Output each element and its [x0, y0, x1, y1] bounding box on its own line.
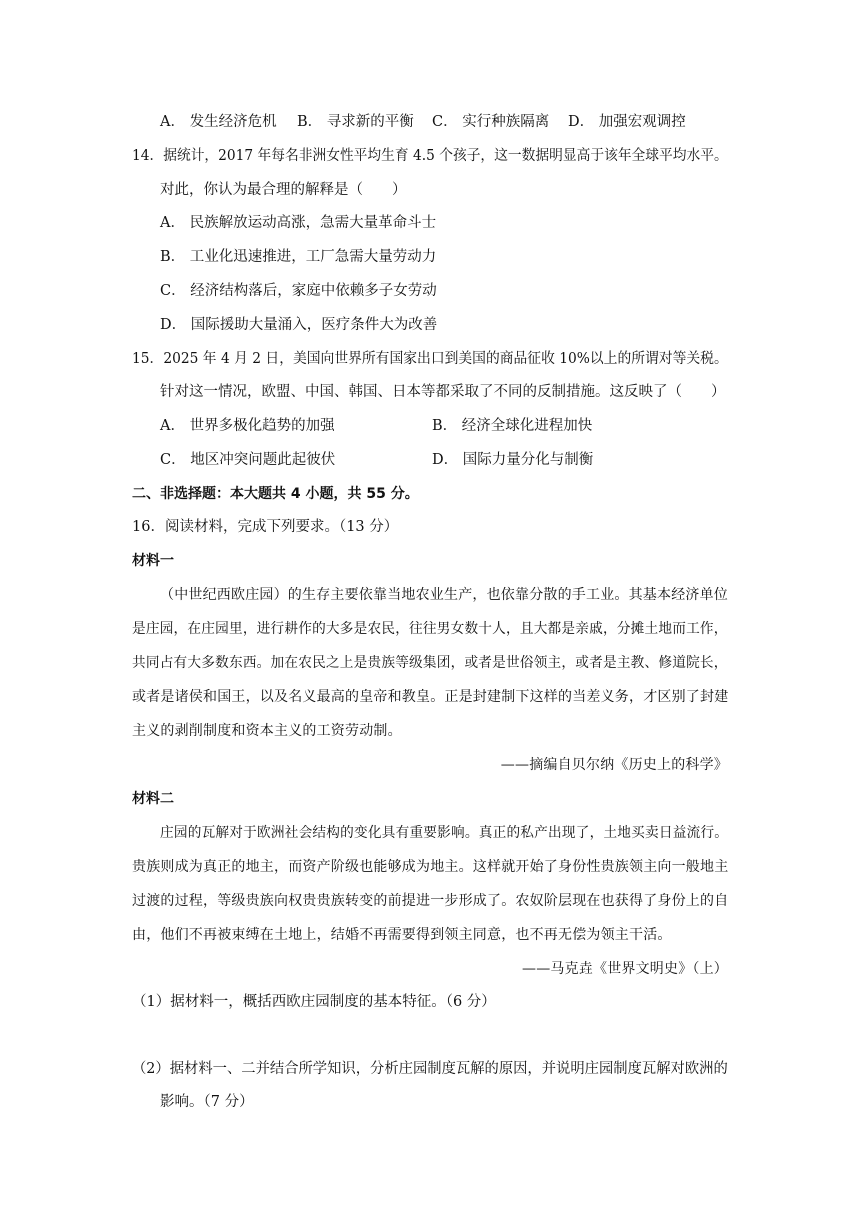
q15-stem-line2: 针对这一情况，欧盟、中国、韩国、日本等都采取了不同的反制措施。这反映了（ ） — [160, 384, 726, 400]
section-heading: 二、非选择题：本大题共 4 小题，共 55 分。 — [132, 486, 419, 502]
q16-subquestion-2-line2: 影响。（7 分） — [160, 1094, 254, 1110]
material-2-line: 过渡的过程，等级贵族向权贵贵族转变的前提进一步形成了。农奴阶层现在也获得了身份上的自 — [132, 893, 729, 909]
q13-option-a: A． 发生经济危机 — [160, 114, 277, 130]
material-2-line: 贵族则成为真正的地主，而资产阶级也能够成为地主。这样就开始了身份性贵族领主向一般地主 — [132, 859, 729, 875]
material-1-source: ——摘编自贝尔纳《历史上的科学》 — [500, 757, 728, 773]
q14-option-a: A． 民族解放运动高涨，急需大量革命斗士 — [160, 215, 437, 231]
q14-option-d: D． 国际援助大量涌入，医疗条件大为改善 — [160, 317, 438, 333]
q14-stem-line2: 对此，你认为最合理的解释是（ ） — [160, 182, 407, 198]
q13-option-c: C． 实行种族隔离 — [432, 114, 550, 130]
q13-option-b: B． 寻求新的平衡 — [297, 114, 414, 130]
q15-option-b: B． 经济全球化进程加快 — [432, 418, 593, 434]
q14-stem-line1: 14．据统计，2017 年每名非洲女性平均生育 4.5 个孩子，这一数据明显高于该年全球平均水平。 — [132, 148, 728, 164]
material-2-source: ——马克垚《世界文明史》（上） — [522, 961, 728, 977]
material-2-line: 庄园的瓦解对于欧洲社会结构的变化具有重要影响。真正的私产出现了，土地买卖日益流行。 — [160, 825, 729, 841]
q14-option-b: B． 工业化迅速推进，工厂急需大量劳动力 — [160, 249, 437, 265]
material-1-line: （中世纪西欧庄园）的生存主要依靠当地农业生产，也依靠分散的手工业。其基本经济单位 — [160, 587, 728, 603]
q16-stem: 16．阅读材料，完成下列要求。（13 分） — [132, 519, 399, 535]
q15-option-d: D． 国际力量分化与制衡 — [432, 452, 594, 468]
material-1-line: 是庄园，在庄园里，进行耕作的大多是农民，往往男女数十人，且大都是亲戚，分摊土地而工作， — [132, 621, 728, 637]
material-1-line: 主义的剥削制度和资本主义的工资劳动制。 — [132, 723, 402, 739]
material-2-line: 由，他们不再被束缚在土地上，结婚不再需要得到领主同意，也不再无偿为领主干活。 — [132, 927, 672, 943]
material-1-line: 或者是诸侯和国王，以及名义最高的皇帝和教皇。正是封建制下这样的当差义务，才区别了封建 — [132, 689, 729, 705]
q13-option-d: D． 加强宏观调控 — [568, 114, 686, 130]
material-1-label: 材料一 — [132, 553, 174, 569]
q15-option-a: A． 世界多极化趋势的加强 — [160, 418, 335, 434]
material-1-line: 共同占有大多数东西。加在农民之上是贵族等级集团，或者是世俗领主，或者是主教、修道院长， — [132, 655, 728, 671]
q16-subquestion-1: （1）据材料一，概括西欧庄园制度的基本特征。（6 分） — [132, 994, 496, 1010]
material-2-label: 材料二 — [132, 791, 174, 807]
q15-stem-line1: 15．2025 年 4 月 2 日，美国向世界所有国家出口到美国的商品征收 10%以上的所谓对等关税。 — [132, 351, 728, 367]
q14-option-c: C． 经济结构落后，家庭中依赖多子女劳动 — [160, 283, 437, 299]
q15-option-c: C． 地区冲突问题此起彼伏 — [160, 452, 336, 468]
q16-subquestion-2-line1: （2）据材料一、二并结合所学知识，分析庄园制度瓦解的原因，并说明庄园制度瓦解对欧洲的 — [132, 1061, 728, 1077]
